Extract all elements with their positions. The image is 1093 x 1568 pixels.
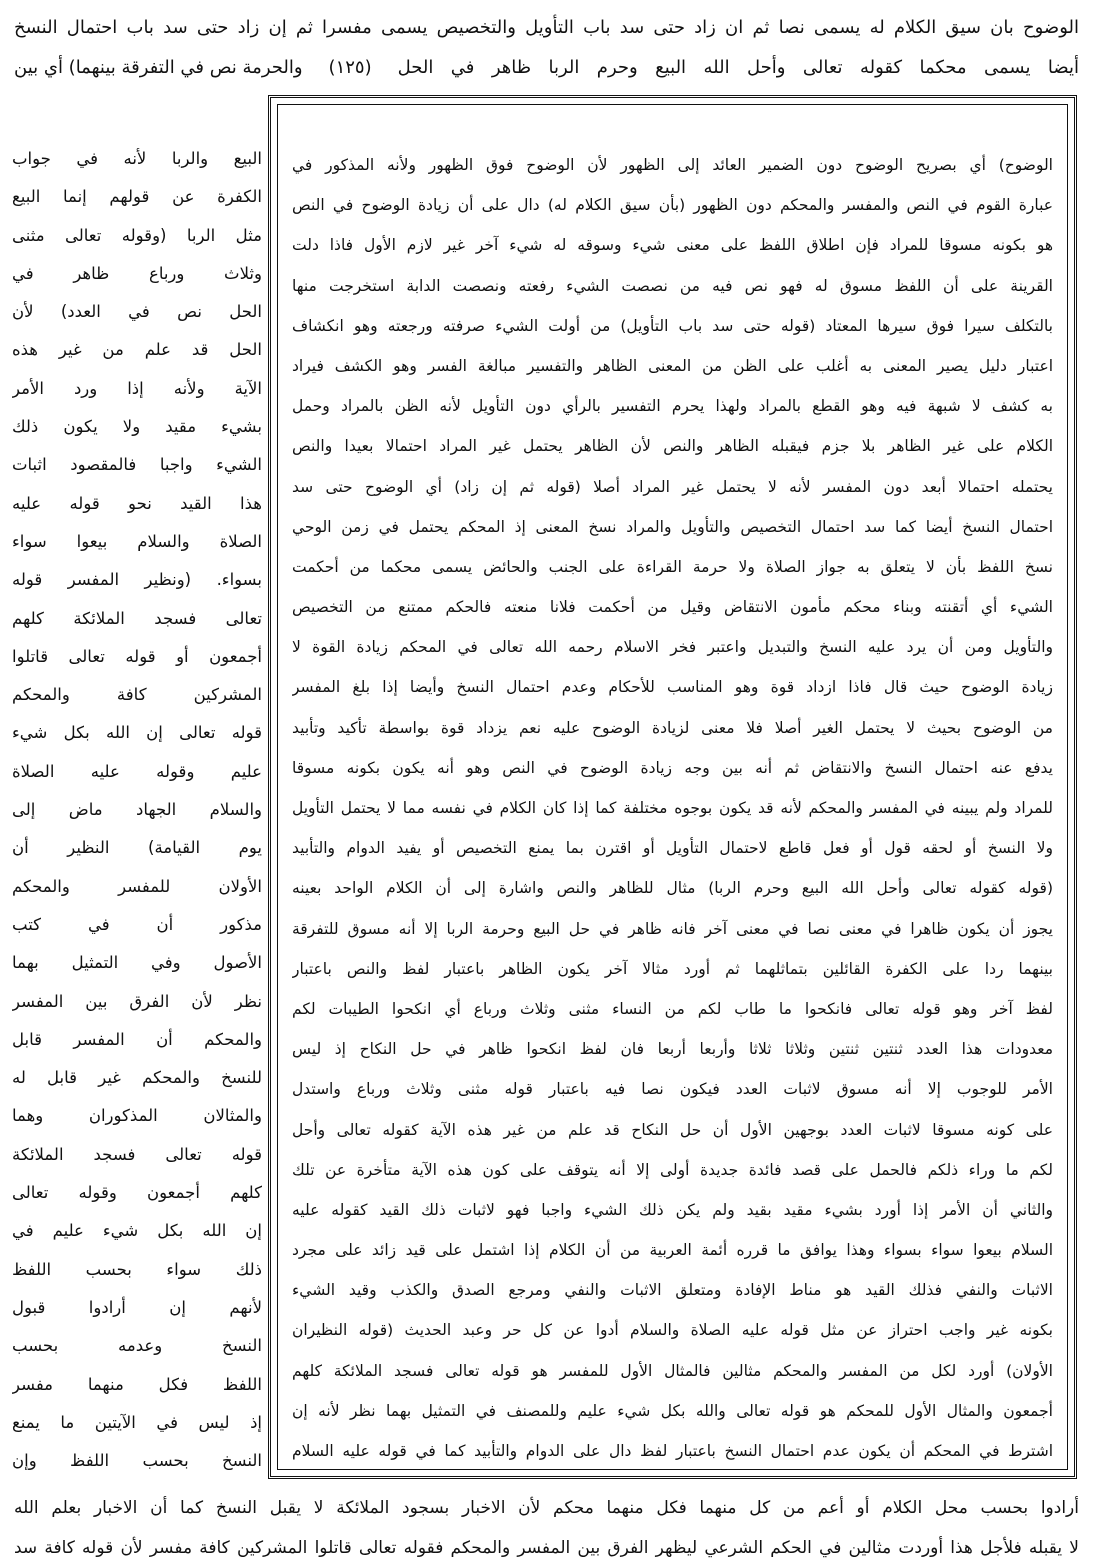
header-line-2 [14,48,1079,88]
margin-text-line: لأنهم إن أرادوا قبول [12,1297,262,1317]
margin-text-line: بسواء. (ونظير المفسر قوله [12,570,262,590]
main-text-line: اشترط في المحكم أن يكون عدم احتمال النسخ باعتبار لفظ دال على الدوام والتأبيد كما في قوله عليه السلام [292,1442,1053,1460]
main-text-line: على كونه مسوقا لاثبات العدد بوجهين الأول أن حل النكاح قد علم من غير هذه الآية كقوله تعالى وأحل [292,1120,1053,1139]
main-text-line: لكم ما وراء ذلكم فالحمل على قصد فائدة جديدة أولى إلا أنه يتوقف على كون هذه الآية متأخرة عن تلك [292,1160,1053,1179]
margin-text-line: الكفرة عن قولهم إنما البيع [12,187,262,207]
margin-text-line: عليم وقوله عليه الصلاة [12,761,262,781]
margin-text-line: النسخ بحسب اللفظ وإن [12,1451,262,1471]
margin-text-line: الصلاة والسلام بيعوا سواء [12,531,262,551]
header-line-2-left: والحرمة نص في التفرقة بينهما) أي بين [14,57,303,78]
main-text-line: عبارة القوم في النص والمفسر والمحكم دون الظهور (بأن سيق الكلام له) دال على أن زيادة الوضوح في النص [292,196,1053,215]
margin-text-line: والسلام الجهاد ماض إلى [12,800,262,820]
margin-text-line: مثل الربا (وقوله تعالى مثنى [12,225,262,245]
margin-text-line: الشيء واجبا فالمقصود اثبات [12,455,262,475]
margin-text-line: المشركين كافة والمحكم [12,685,262,705]
main-text-line: الشيء أي أتقنته وبناء محكم مأمون الانتقاض وقيل من أحكمت فلانا منعته فالحكم ممتنع من التخصيص [292,598,1053,617]
main-text-line: معدودات هذا العدد ثنتين ثنتين وثلاثا ثلاثا وأربعا أربعا فان لفظ انكحوا ظاهر في حل النكاح إذ ليس [292,1040,1053,1059]
margin-text-line: الحل نص في العدد) لأن [12,302,262,322]
page-header [14,8,1079,88]
main-text-line: (قوله كقوله تعالى وأحل الله البيع وحرم الربا) مثال للظاهر والنص واشارة إلى أن الكلام الواحد بعينه [292,879,1053,898]
margin-text-line: والمحكم أن المفسر قابل [12,1029,262,1049]
margin-text-line: الآية ولأنه إذا ورد الأمر [12,378,262,398]
main-text-line: يحتمله احتمالا أبعد دون المفسر لأنه لا يحتمل غير المراد أصلا (قوله ثم إن زاد) أي الوضوح حتى سد [292,477,1053,496]
main-text-line: يجوز أن يكون ظاهرا في معنى نصا في معنى آخر فانه ظاهر في حل البيع وحرمة الربا إلا أنه مسوق للتفرقة [292,919,1053,938]
margin-text-line: والمثالان المذكوران وهما [12,1106,262,1126]
margin-text-line: الأولان للمفسر والمحكم [12,876,262,896]
main-text-line: الكلام على غير الظاهر بلا جزم فيقبله الظاهر والنص لأن الظاهر يحتمل غير المراد احتمالا بعيدا والنص [292,437,1053,456]
margin-text-line: البيع والربا لأنه في جواب [12,149,262,168]
footer-text-line: لا يقبله فلأجل هذا أوردت مثالين في الحكم الشرعي ليظهر الفرق بين المفسر والمحكم فقوله تعالى قاتلوا المشركين كافة مفسر لأن قوله كافة سد [14,1538,1079,1558]
margin-text-line: ذلك سواء بحسب اللفظ [12,1259,262,1279]
main-text-line: بينهما ردا على الكفرة القائلين بتماثلهما ثم أورد مثالا آخر يكون الظاهر باعتبار لفظ والنص باعتبار [292,959,1053,978]
main-text-line: احتمال النسخ أيضا كما سد احتمال التخصيص والتأويل والمراد نسخ المعنى إذ المحكم يحتمل في زمن الوحي [292,517,1053,536]
margin-text-line: نظر لأن الفرق بين المفسر [12,991,262,1011]
main-text-line: زيادة الوضوح حيث قال فاذا ازداد قوة وهو المناسب للأحكام وعدم احتمال النسخ وأيضا إذا بلغ المفسر [292,678,1053,697]
footer-text-line: أرادوا بحسب محل الكلام أو أعم من كل منهما فكل منهما محكم لأن الاخبار بسجود الملائكة لا يقبل النسخ كما أن الاخبار بعلم الله [14,1498,1079,1518]
commentary-box [268,95,1077,1479]
margin-text-line: النسخ وعدمه بحسب [12,1336,262,1356]
main-text-line: الاثبات والنفي فذلك القيد هو مناط الإفادة ومتعلق الاثبات والنفي ومرجع الصدق والكذب وقيد الشيء [292,1281,1053,1300]
margin-text-line: بشيء مقيد ولا يكون ذلك [12,417,262,437]
main-text-line: القرينة على أن اللفظ مسوق له فهو نص فيه من نصصت الشيء رفعته ونصصت الدابة استخرجت منها [292,276,1053,295]
page-footer-text [14,1488,1079,1568]
main-text-line: بالتكلف سيرا فوق سيرها المعتاد (قوله حتى سد باب التأويل) من أولت الشيء صرفته ورجعته وهو انكشاف [292,316,1053,335]
commentary-box-inner [277,104,1068,1470]
margin-text-line: وثلاث ورباع ظاهر في [12,263,262,283]
margin-text-line: اللفظ فكل منهما مفسر [12,1374,262,1394]
margin-text-line: تعالى فسجد الملائكة كلهم [12,608,262,628]
main-text-line: لفظ آخر وهو قوله تعالى فانكحوا ما طاب لكم من النساء مثنى وثلاث ورباع أي انكحوا الطيبات لكم [292,999,1053,1018]
main-text-line: من الوضوح بحيث لا يحتمل الغير أصلا فلا معنى لزيادة الوضوح عليه نعم يزداد قوة بواسطة تأكيد وتأبيد [292,718,1053,737]
main-text-line: هو بكونه مسوقا للمراد فإن اطلاق اللفظ على معنى شيء وسوقه له شيء آخر غير لازم الأول فاذا دلت [292,236,1053,255]
margin-text-line: إذ ليس في الآيتين ما يمنع [12,1412,262,1432]
main-text-line: والثاني أن الأمر إذا أورد بشيء مقيد بقيد ولم يكن ذلك الشيء واجبا فهو لاثبات ذلك القيد كقوله عليه [292,1200,1053,1219]
main-commentary [292,145,1053,1471]
main-text-line: يدفع عنه احتمال النسخ والانتقاض ثم أنه بين وجه زيادة الوضوح في النص وهو أنه يكون بكونه مسوقا [292,758,1053,777]
main-text-line: بكونه غير واجب احتراز عن مثل قوله عليه الصلاة والسلام أدوا عن كل حر وعبد الحديث (قوله النظيران [292,1321,1053,1340]
margin-text-line: إن الله بكل شيء عليم في [12,1221,262,1241]
margin-text-line: قوله تعالى فسجد الملائكة [12,1144,262,1164]
margin-text-line: كلهم أجمعون وقوله تعالى [12,1183,262,1203]
main-text-line: للمراد ولم يبينه في المفسر والمحكم لأنه قد يكون بوجوه مختلفة كما إذا كان الكلام في نفسه مما لا يحتمل التأويل [292,799,1053,817]
main-text-line: والتأويل ومن أن يرد عليه النسخ والتبديل واعتبر فخر الاسلام رحمه الله تعالى في المحكم زيادة القوة لا [292,638,1053,657]
main-text-line: أجمعون والمثال الأول للمحكم هو قوله تعالى والله بكل شيء عليم وللمصنف في التمثيل بهما نظر لأنه إن [292,1401,1053,1420]
margin-text-line: الحل قد علم من غير هذه [12,340,262,360]
main-text-line: السلام بيعوا سواء بسواء وهذا يوافق ما قرره أئمة العربية من أن الكلام إذا اشتمل على قيد زائد على مجرد [292,1241,1053,1260]
main-text-line: ولا النسخ أو لحقه قول أو فعل قاطع لاحتمال التأويل أو اقترن بما يمنع التخصيص أو يفيد الدوام والتأبيد [292,839,1053,858]
main-text-line: نسخ اللفظ بأن لا يتعلق به جواز الصلاة ولا حرمة القراءة على الجنب والحائض يسمى محكما من أحكمت [292,557,1053,576]
header-line-1: الوضوح بان سيق الكلام له يسمى نصا ثم ان زاد حتى سد باب التأويل والتخصيص يسمى مفسرا ثم إن زاد حتى سد باب احتمال النسخ [14,17,1079,38]
margin-text-line: أجمعون أو قوله تعالى قاتلوا [12,646,262,666]
margin-commentary [12,140,262,1480]
margin-text-line: يوم القيامة) النظير أن [12,838,262,858]
margin-text-line: هذا القيد نحو قوله عليه [12,493,262,513]
margin-text-line: قوله تعالى إن الله بكل شيء [12,723,262,743]
main-text-line: به كشف لا شبهة فيه وهو القطع بالمراد ولهذا يحرم التفسير بالرأي دون التأويل لأنه الظن بالمراد وحمل [292,397,1053,416]
margin-text-line: مذكور أن في كتب [12,914,262,934]
main-text-line: الأمر للوجوب إلا أنه مسوق لاثبات العدد فيكون نصا فيه باعتبار قوله مثنى وثلاث ورباع واستدل [292,1080,1053,1099]
header-line-2-right: أيضا يسمى محكما كقوله تعالى وأحل الله البيع وحرم الربا ظاهر في الحل [397,57,1079,78]
margin-text-line: للنسخ والمحكم غير قابل له [12,1068,262,1088]
main-text-line: اعتبار دليل يصير المعنى به أغلب على الظن من المعنى الظاهر والتفسير مبالغة الفسر وهو الكشف فيراد [292,356,1053,375]
main-text-line: الأولان) أورد لكل من المفسر والمحكم مثالين فالمثال الأول للمفسر هو قوله تعالى فسجد الملائكة كلهم [292,1361,1053,1380]
margin-text-line: الأصول وفي التمثيل بهما [12,953,262,973]
main-text-line: الوضوح) أي بصريح الوضوح دون الضمير العائد إلى الظهور لأن الوضوح فوق الظهور ولأنه المذكور في [292,156,1053,174]
page-number: (١٢٥) [328,57,372,78]
